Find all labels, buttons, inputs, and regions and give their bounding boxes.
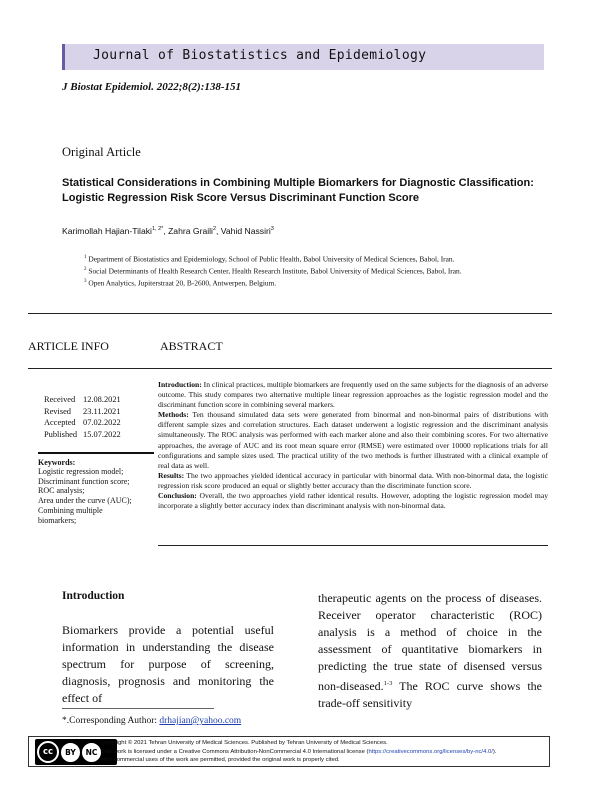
date-row bbox=[44, 394, 121, 406]
copyright-line: Copyright © 2021 Tehran University of Medical Sciences. Published by Tehran University of Medical Sciences. bbox=[101, 740, 388, 746]
affiliation-text: Social Determinants of Health Research Center, Health Research Institute, Babol University of Medical Sciences, Babol, Iran. bbox=[88, 266, 462, 276]
license-line-end: ). bbox=[492, 748, 497, 755]
affiliation-number: 1 bbox=[84, 255, 87, 260]
affiliation-number: 3 bbox=[84, 278, 87, 284]
divider bbox=[28, 368, 552, 369]
cc-icon: cc bbox=[37, 741, 59, 763]
date-row bbox=[44, 417, 121, 429]
corresponding-author-footnote bbox=[62, 716, 241, 726]
reference-superscript: 1-3 bbox=[383, 680, 393, 687]
abstract-results: The two approaches yielded identical accuracy in particular with binormal data. With non-binormal data, the logistic regression risk score produced an equal or slightly better accuracy than the discriminate function score. bbox=[158, 470, 548, 490]
keyword: biomarkers; bbox=[38, 515, 77, 525]
abstract-results-label: Results: bbox=[158, 470, 185, 480]
date-row bbox=[44, 429, 121, 441]
date-label: Revised bbox=[44, 406, 71, 416]
abstract-methods: Ten thousand simulated data sets were generated from binormal and non-binormal pairs of distributions with different sample sizes and correlation structures. Each dataset underwent a logistic regression and the discriminant analysis simultaneously. The ROC analysis was performed with each marker alone and also their combining scores. For two alternative approaches, the average of AUC and its root mean square error (RMSE) were estimated over 10000 replications trials for all configurations and sample sizes used. The practical utility of the two methods is further illustrated with a clinical example of real data as well. bbox=[158, 410, 549, 470]
abstract-conclusion-label: Conclusion: bbox=[158, 491, 197, 501]
title-line-2: Logistic Regression Risk Score Versus Discriminant Function Score bbox=[62, 192, 419, 204]
affiliation bbox=[84, 253, 462, 265]
article-title bbox=[62, 176, 552, 206]
author-name: Karimollah Hajian-Tilaki bbox=[62, 226, 152, 236]
date-row bbox=[44, 406, 121, 418]
author-superscript: 1, 2* bbox=[151, 226, 164, 233]
license-line-text: This work is licensed under a Creative Commons Attribution-NonCommercial 4.0 International license ( bbox=[101, 748, 369, 755]
article-info-heading: ARTICLE INFO bbox=[28, 339, 109, 353]
introduction-text-left: Biomarkers provide a potential useful information in understanding the disease spectrum for purpose of screening, diagnosis, prognosis and monitoring the effect of bbox=[62, 623, 274, 705]
citation: J Biostat Epidemiol. 2022;8(2):138-151 bbox=[62, 81, 242, 93]
journal-name: Journal of Biostatistics and Epidemiology bbox=[93, 48, 427, 63]
date-value: 15.07.2022 bbox=[83, 429, 121, 439]
abstract-introduction-label: Introduction: bbox=[158, 380, 202, 389]
abstract-box bbox=[158, 380, 548, 546]
affiliation-text: Open Analytics, Jupiterstraat 20, B-2600, Antwerpen, Belgium. bbox=[88, 278, 277, 288]
divider bbox=[28, 313, 552, 314]
abstract-introduction: In clinical practices, multiple biomarkers are frequently used on the same subjects for the diagnosis of an adverse outcome. This study compares two alternative multiple linear regression approaches as the logistic regression model and the discriminant function score in combining several markers. bbox=[158, 380, 548, 410]
introduction-text-right-continued: The ROC curve shows the trade-off sensitivity bbox=[318, 679, 542, 710]
keywords-box bbox=[38, 452, 154, 550]
author-superscript: 2 bbox=[212, 226, 217, 233]
author-superscript: 3 bbox=[270, 226, 274, 233]
license-link[interactable]: https://creativecommons.org/licenses/by-nc/4.0/ bbox=[368, 748, 493, 755]
by-icon: BY bbox=[61, 743, 80, 762]
date-value: 23.11.2021 bbox=[83, 406, 121, 416]
date-label: Accepted bbox=[44, 418, 76, 428]
author-name: Zahra Graili bbox=[168, 226, 213, 236]
keyword: Area under the curve (AUC); bbox=[38, 496, 132, 506]
body-left-column bbox=[62, 590, 274, 707]
introduction-text-right: therapeutic agents on the process of diseases. Receiver operator characteristic (ROC) analysis is a method of choice in the assessment of quantitative biomarkers in predicting the true state of disensed versus non-diseased. bbox=[318, 591, 542, 693]
noncommercial-line: Non-commercial uses of the work are permitted, provided the original work is properly cited. bbox=[101, 757, 340, 763]
abstract-text bbox=[158, 380, 548, 511]
date-value: 07.02.2022 bbox=[83, 418, 121, 428]
keyword: Discriminant function score; bbox=[38, 476, 130, 486]
date-value: 12.08.2021 bbox=[83, 395, 121, 404]
introduction-heading: Introduction bbox=[62, 590, 125, 602]
keywords-title: Keywords: bbox=[38, 458, 76, 467]
affiliation bbox=[84, 277, 462, 289]
keyword: Combining multiple bbox=[38, 505, 103, 515]
keyword: ROC analysis; bbox=[38, 486, 85, 496]
nc-icon: NC bbox=[82, 743, 101, 762]
body-right-column bbox=[318, 590, 542, 712]
footnote-label: *.Corresponding Author: bbox=[62, 716, 157, 726]
abstract-heading: ABSTRACT bbox=[160, 339, 223, 353]
affiliation-text: Department of Biostatistics and Epidemiology, School of Public Health, Babol University of Medical Sciences, Babol, Iran. bbox=[88, 254, 455, 264]
license-bar bbox=[28, 736, 550, 767]
author-list: Karimollah Hajian-Tilaki$^{1, 2*}$, Zahra Graili$^2$, Vahid Nassiri$^3$ bbox=[62, 226, 274, 236]
date-label: Received bbox=[44, 395, 76, 404]
license-line bbox=[101, 748, 546, 757]
affiliations bbox=[84, 253, 462, 289]
footnote-divider bbox=[62, 708, 214, 709]
article-type: Original Article bbox=[62, 145, 141, 159]
abstract-conclusion: Overall, the two approaches yield rather identical results. However, adopting the logistic regression model may incorporate a slightly better accuracy index than discriminant analysis with non-binormal data. bbox=[158, 491, 548, 511]
journal-banner bbox=[62, 44, 544, 70]
author-email-link[interactable]: drhajian@yahoo.com bbox=[159, 716, 242, 726]
license-text bbox=[101, 739, 546, 765]
abstract-methods-label: Methods: bbox=[158, 410, 189, 420]
title-line-1: Statistical Considerations in Combining Multiple Biomarkers for Diagnostic Classification: bbox=[62, 177, 534, 189]
article-dates bbox=[44, 394, 121, 440]
keywords-list bbox=[38, 467, 154, 525]
keyword: Logistic regression model; bbox=[38, 467, 124, 476]
date-label: Published bbox=[44, 429, 78, 439]
author-name: Vahid Nassiri bbox=[220, 226, 271, 236]
affiliation-number: 2 bbox=[84, 266, 87, 272]
affiliation bbox=[84, 265, 462, 277]
